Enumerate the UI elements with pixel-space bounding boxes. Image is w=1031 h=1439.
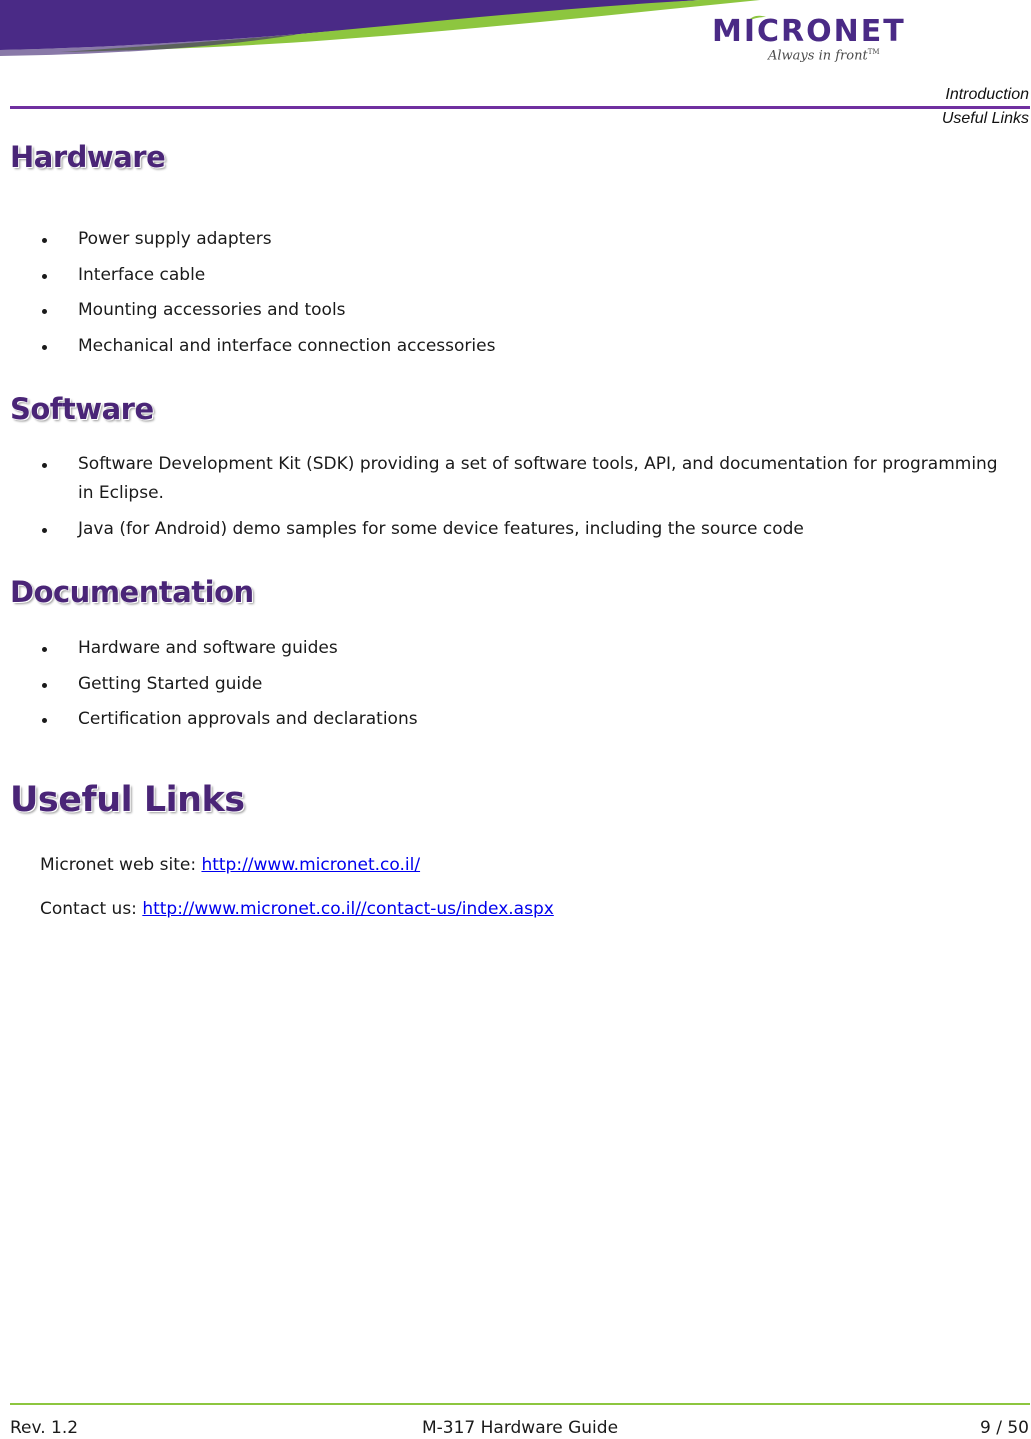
useful-links-heading: Useful Links (10, 780, 245, 820)
hardware-list (40, 225, 1000, 367)
header-chapter: Introduction (945, 86, 1029, 103)
list-item: Hardware and software guides (40, 634, 1000, 663)
bullet-icon (42, 683, 47, 688)
logo-wordmark: MICRONET (712, 14, 906, 49)
list-item: Java (for Android) demo samples for some device features, including the source code (40, 515, 1000, 544)
website-link[interactable]: http://www.micronet.co.il/ (201, 855, 421, 875)
micronet-logo (712, 12, 906, 64)
footer-page-number: 9 / 50 (980, 1418, 1029, 1438)
list-item: Software Development Kit (SDK) providing a set of software tools, API, and documentation for programming in Eclipse. (40, 450, 1000, 508)
list-item: Mechanical and interface connection accessories (40, 332, 1000, 361)
software-list (40, 450, 1000, 550)
website-label: Micronet web site: (40, 855, 202, 875)
bullet-icon (42, 647, 47, 652)
header-rule (10, 106, 1030, 109)
list-item: Getting Started guide (40, 670, 1000, 699)
hardware-heading: Hardware (10, 140, 166, 174)
list-item: Mounting accessories and tools (40, 296, 1000, 325)
documentation-list (40, 634, 1000, 741)
software-heading: Software (10, 392, 154, 426)
bullet-icon (42, 718, 47, 723)
contact-label: Contact us: (40, 899, 143, 919)
bullet-icon (42, 274, 47, 279)
list-item: Interface cable (40, 261, 1000, 290)
footer-doc-title: M-317 Hardware Guide (421, 1418, 619, 1438)
list-item: Power supply adapters (40, 225, 1000, 254)
bullet-icon (42, 463, 47, 468)
list-item: Certification approvals and declarations (40, 705, 1000, 734)
footer-revision: Rev. 1.2 (10, 1418, 79, 1438)
header-section: Useful Links (941, 110, 1029, 127)
bullet-icon (42, 309, 47, 314)
bullet-icon (42, 528, 47, 533)
logo-tagline: Always in front™ (768, 48, 880, 64)
contact-link[interactable]: http://www.micronet.co.il//contact-us/index.aspx (142, 899, 554, 919)
footer-rule (10, 1403, 1030, 1405)
contact-line (40, 896, 554, 922)
documentation-heading: Documentation (10, 575, 254, 609)
bullet-icon (42, 238, 47, 243)
bullet-icon (42, 345, 47, 350)
website-line (40, 852, 420, 878)
